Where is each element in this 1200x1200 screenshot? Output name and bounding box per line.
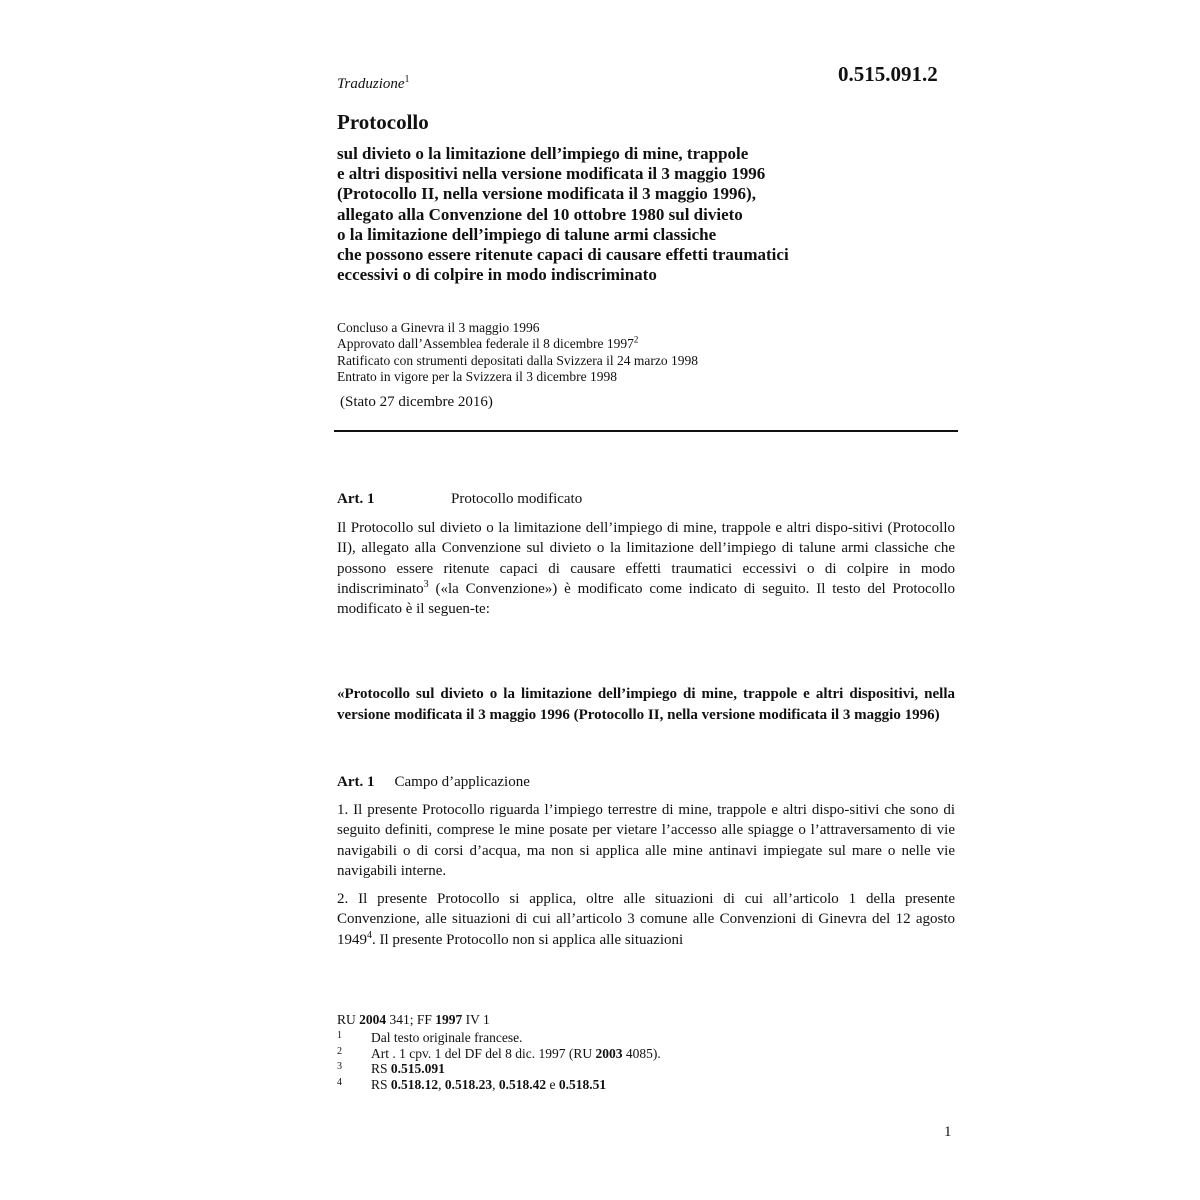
ratified-date: Ratificato con strumenti depositati dalla Svizzera il 24 marzo 1998 [337, 352, 699, 368]
paragraph-2 [337, 889, 955, 950]
subtitle-line: (Protocollo II, nella versione modificata il 3 maggio 1996), [337, 184, 756, 204]
footnote-text-part: , [438, 1076, 445, 1092]
translation-text: Traduzione [337, 76, 405, 92]
page-number: 1 [944, 1124, 952, 1140]
footnote-text: Dal testo originale francese. [371, 1030, 523, 1045]
footnote-text-part: RS [371, 1076, 391, 1092]
header-divider [334, 430, 958, 432]
ru-page: 341; FF [386, 1012, 436, 1027]
status-date: (Stato 27 dicembre 2016) [340, 394, 493, 410]
document-title: Protocollo [337, 110, 429, 134]
document-subtitle [337, 144, 897, 285]
footnote-ref-3[interactable]: 3 [423, 578, 429, 590]
article-label: Protocollo modificato [451, 491, 583, 507]
footnote-rs-link[interactable]: 0.518.42 [498, 1076, 547, 1092]
paragraph-1: 1. Il presente Protocollo riguarda l’impiego terrestre di mine, trappole e altri dispo-sitivi che sono di seguito definiti, comprese le mine posate per vietare l’accesso alle spiagge o l’attraversamento di vie navigabili o di corsi d’acqua, ma non si applica alle mine antinavi impiegate sul mare o nelle vie navigabili interne. [337, 802, 955, 879]
footnote-text-part: Art . 1 cpv. 1 del DF del 8 dic. 1997 (RU [371, 1045, 596, 1061]
footnote-rs-link[interactable]: 0.518.12 [390, 1076, 439, 1092]
footnote-text [371, 1077, 606, 1093]
article-text: Il Protocollo sul divieto o la limitazione dell’impiego di mine, trappole e altri dispo-sitivi (Protocollo II), allegato alla Convenzione sul divieto o la limitazione dell’impiego di talune armi classiche che possono essere ritenute capaci di causare effetti traumatici eccessivi o di colpire in modo indiscriminato [337, 520, 955, 597]
ru-year: 2004 [359, 1012, 387, 1027]
footnote-text [371, 1046, 661, 1062]
subtitle-line: o la limitazione dell’impiego di talune armi classiche [337, 224, 717, 244]
sr-number: 0.515.091.2 [838, 62, 938, 86]
footnote-rs-link[interactable]: 0.518.51 [558, 1076, 607, 1092]
protocol-heading: «Protocollo sul divieto o la limitazione dell’impiego di mine, trappole e altri dispositivi, nella versione modificata il 3 maggio 1996 (Protocollo II, nella versione modificata il 3 maggio 1996) [337, 686, 955, 723]
entry-into-force-date: Entrato in vigore per la Svizzera il 3 dicembre 1998 [337, 368, 618, 384]
article-label: Campo d’applicazione [394, 774, 530, 790]
ff-volume: IV 1 [462, 1012, 490, 1027]
subtitle-line: sul divieto o la limitazione dell’impiego di mine, trappole [337, 144, 749, 163]
footnote-text [371, 1061, 445, 1077]
footnote-text-part: e [546, 1076, 559, 1092]
subtitle-line: e altri dispositivi nella versione modificata il 3 maggio 1996 [337, 164, 766, 184]
publication-reference [337, 1012, 490, 1028]
approved-text: Approvato dall’Assemblea federale il 8 dicembre 1997 [337, 336, 634, 352]
article-heading [337, 491, 583, 508]
footnote-text-part: RS [371, 1061, 391, 1077]
footnote-ref-2[interactable]: 2 [633, 334, 639, 345]
footnote-number: 2 [337, 1045, 342, 1057]
footnote-ref-4[interactable]: 4 [367, 929, 372, 941]
footnote-number: 4 [337, 1076, 342, 1088]
article-text-continued: («la Convenzione») è modificato come indicato di seguito. Il testo del Protocollo modificato è il seguen-te: [337, 580, 955, 618]
footnote-number: 1 [337, 1030, 342, 1041]
footnote-ru-year[interactable]: 2003 [595, 1045, 623, 1061]
concluded-date: Concluso a Ginevra il 3 maggio 1996 [337, 320, 540, 335]
footnote-rs-link[interactable]: 0.515.091 [390, 1061, 445, 1077]
metadata-block [337, 320, 698, 385]
footnote-rs-link[interactable]: 0.518.23 [444, 1076, 493, 1092]
footnote-number: 3 [337, 1061, 342, 1073]
article-number: Art. 1 [337, 491, 375, 507]
article-body [337, 518, 955, 619]
footnote-text-part: , [492, 1076, 499, 1092]
approved-date [337, 336, 698, 352]
paragraph-2-text: 2. Il presente Protocollo si applica, oltre alle situazioni di cui all’articolo 1 della presente Convenzione, alle situazioni di cui all’articolo 3 comune alle Convenzioni di Ginevra del 12 agosto 1949 [337, 891, 955, 948]
paragraph-2-text-continued: . Il presente Protocollo non si applica alle situazioni [372, 931, 684, 948]
subtitle-line: eccessivi o di colpire in modo indiscriminato [337, 265, 657, 285]
ru-label: RU [337, 1012, 360, 1027]
subtitle-line: che possono essere ritenute capaci di causare effetti traumatici [337, 245, 789, 265]
subtitle-line: allegato alla Convenzione del 10 ottobre 1980 sul divieto [337, 204, 743, 224]
article-number: Art. 1 [337, 774, 375, 790]
footnote-ref-1[interactable]: 1 [404, 74, 410, 85]
translation-label [337, 76, 410, 93]
ff-year: 1997 [435, 1012, 463, 1027]
article-heading [337, 774, 530, 791]
footnote-text-part: 4085). [622, 1045, 661, 1061]
